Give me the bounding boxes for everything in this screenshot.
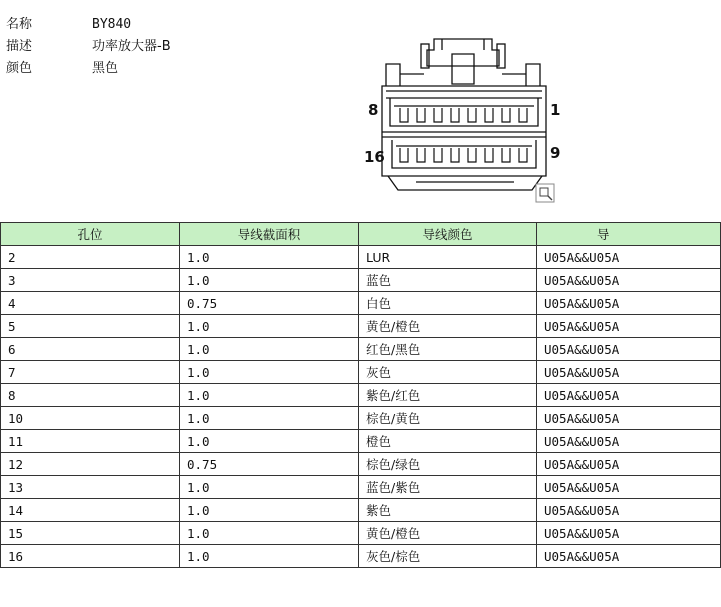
- cell-hole: 8: [1, 384, 180, 407]
- table-row: [1, 338, 721, 361]
- color-value: 黑色: [92, 61, 119, 76]
- cell-circuit: U05A&&U05A: [537, 545, 721, 568]
- cell-wire-size: 1.0: [180, 361, 359, 384]
- cell-wire-color: 蓝色: [359, 269, 537, 292]
- zoom-icon[interactable]: [536, 184, 554, 202]
- table-row: [1, 315, 721, 338]
- cell-wire-color: 紫色/红色: [359, 384, 537, 407]
- cell-hole: 10: [1, 407, 180, 430]
- col-header-wire-color: 导线颜色: [359, 223, 537, 246]
- name-value: BY840: [92, 17, 132, 32]
- table-row: [1, 384, 721, 407]
- cell-circuit: U05A&&U05A: [537, 499, 721, 522]
- cell-circuit: U05A&&U05A: [537, 269, 721, 292]
- cell-wire-size: 1.0: [180, 315, 359, 338]
- cell-circuit: U05A&&U05A: [537, 453, 721, 476]
- cell-wire-size: 1.0: [180, 430, 359, 453]
- col-header-circuit: 导: [537, 223, 721, 246]
- cell-hole: 2: [1, 246, 180, 269]
- table-row: [1, 522, 721, 545]
- cell-hole: 15: [1, 522, 180, 545]
- pin-label-9: 9: [550, 144, 561, 162]
- cell-wire-color: 蓝色/紫色: [359, 476, 537, 499]
- cell-wire-size: 1.0: [180, 545, 359, 568]
- cell-circuit: U05A&&U05A: [537, 407, 721, 430]
- cell-wire-size: 1.0: [180, 338, 359, 361]
- connector-info: [6, 14, 306, 80]
- table-row: [1, 476, 721, 499]
- cell-hole: 11: [1, 430, 180, 453]
- connector-diagram: [364, 36, 564, 206]
- cell-wire-color: 棕色/黄色: [359, 407, 537, 430]
- cell-circuit: U05A&&U05A: [537, 522, 721, 545]
- cell-circuit: U05A&&U05A: [537, 338, 721, 361]
- pin-table: [0, 222, 721, 568]
- cell-hole: 6: [1, 338, 180, 361]
- cell-circuit: U05A&&U05A: [537, 384, 721, 407]
- cell-wire-color: LUR: [359, 246, 537, 269]
- cell-hole: 13: [1, 476, 180, 499]
- info-row-color: [6, 58, 306, 80]
- cell-wire-size: 1.0: [180, 407, 359, 430]
- name-label: 名称: [6, 17, 33, 32]
- table-row: [1, 499, 721, 522]
- cell-wire-size: 0.75: [180, 453, 359, 476]
- cell-wire-size: 1.0: [180, 476, 359, 499]
- cell-hole: 14: [1, 499, 180, 522]
- table-row: [1, 453, 721, 476]
- description-value: 功率放大器-B: [92, 39, 171, 54]
- pin-label-16: 16: [364, 148, 385, 166]
- cell-wire-size: 1.0: [180, 269, 359, 292]
- table-row: [1, 246, 721, 269]
- cell-wire-color: 橙色: [359, 430, 537, 453]
- col-header-wire-size: 导线截面积: [180, 223, 359, 246]
- cell-wire-color: 灰色: [359, 361, 537, 384]
- col-header-hole: 孔位: [1, 223, 180, 246]
- table-row: [1, 269, 721, 292]
- table-body: [1, 246, 721, 568]
- cell-wire-size: 1.0: [180, 384, 359, 407]
- cell-wire-color: 棕色/绿色: [359, 453, 537, 476]
- pin-table-container: [0, 222, 620, 564]
- info-row-name: [6, 14, 306, 36]
- color-label: 颜色: [6, 61, 33, 76]
- table-row: [1, 430, 721, 453]
- cell-circuit: U05A&&U05A: [537, 292, 721, 315]
- cell-circuit: U05A&&U05A: [537, 430, 721, 453]
- table-row: [1, 545, 721, 568]
- cell-wire-color: 黄色/橙色: [359, 522, 537, 545]
- cell-wire-color: 白色: [359, 292, 537, 315]
- cell-circuit: U05A&&U05A: [537, 476, 721, 499]
- cell-hole: 16: [1, 545, 180, 568]
- cell-hole: 12: [1, 453, 180, 476]
- cell-wire-size: 1.0: [180, 246, 359, 269]
- cell-wire-size: 1.0: [180, 499, 359, 522]
- cell-hole: 5: [1, 315, 180, 338]
- cell-hole: 4: [1, 292, 180, 315]
- table-row: [1, 292, 721, 315]
- cell-circuit: U05A&&U05A: [537, 246, 721, 269]
- cell-circuit: U05A&&U05A: [537, 361, 721, 384]
- table-row: [1, 407, 721, 430]
- cell-wire-color: 紫色: [359, 499, 537, 522]
- info-row-description: [6, 36, 306, 58]
- cell-wire-size: 1.0: [180, 522, 359, 545]
- cell-circuit: U05A&&U05A: [537, 315, 721, 338]
- cell-wire-color: 红色/黑色: [359, 338, 537, 361]
- cell-wire-color: 黄色/橙色: [359, 315, 537, 338]
- pin-label-1: 1: [550, 101, 561, 119]
- cell-wire-color: 灰色/棕色: [359, 545, 537, 568]
- table-row: [1, 361, 721, 384]
- cell-hole: 3: [1, 269, 180, 292]
- pin-label-8: 8: [368, 101, 379, 119]
- cell-hole: 7: [1, 361, 180, 384]
- description-label: 描述: [6, 39, 33, 54]
- cell-wire-size: 0.75: [180, 292, 359, 315]
- table-header-row: [1, 223, 721, 246]
